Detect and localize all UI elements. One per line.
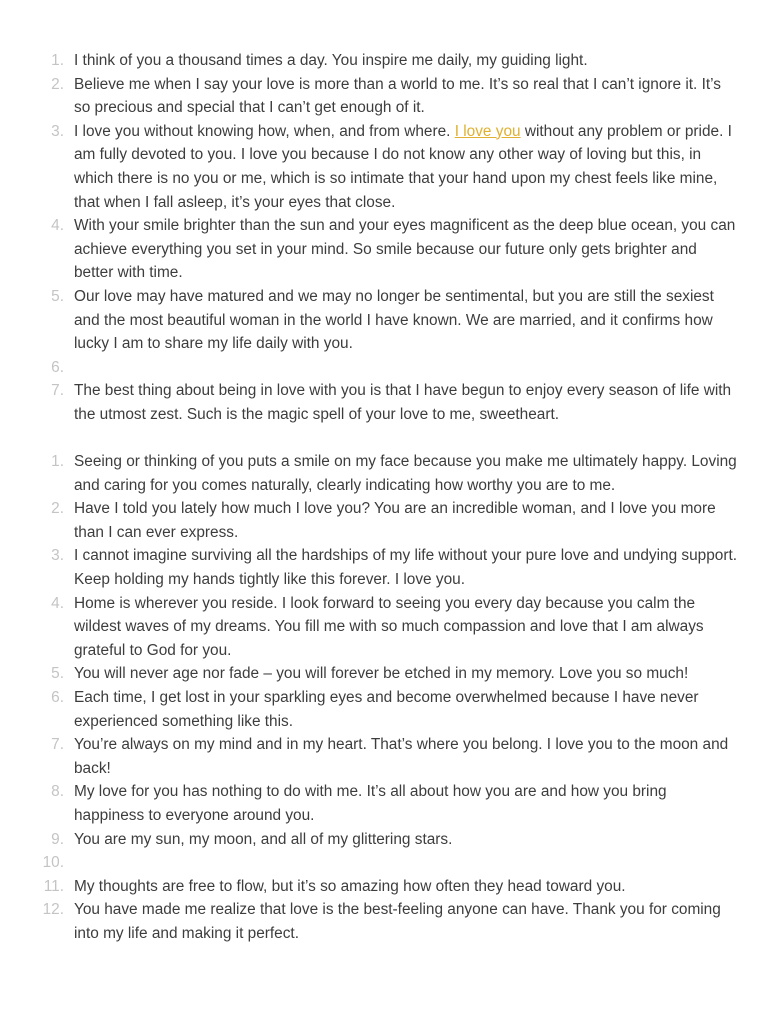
list-item — [0, 780, 768, 827]
list-number: 4. — [51, 594, 64, 612]
list-item — [0, 686, 768, 733]
list-item-text: Seeing or thinking of you puts a smile on my face because you make me ultimately happy. Loving and caring for you comes naturally, clearly indicating how worthy you are to me. — [74, 453, 737, 494]
list-number: 6. — [51, 689, 64, 707]
quote-list-second — [0, 450, 768, 945]
list-item — [0, 875, 768, 899]
list-item — [0, 662, 768, 686]
list-item — [0, 73, 768, 120]
list-number: 6. — [51, 358, 64, 376]
list-number: 2. — [51, 75, 64, 93]
list-item — [0, 592, 768, 663]
list-item-text: The best thing about being in love with you is that I have begun to enjoy every season of life with the utmost zest. Such is the magic spell of your love to me, sweetheart. — [74, 382, 732, 423]
list-number: 7. — [51, 382, 64, 400]
list-item — [0, 497, 768, 544]
list-number: 2. — [51, 500, 64, 518]
list-number: 5. — [51, 665, 64, 683]
list-number: 12. — [42, 901, 64, 919]
list-item-text: You will never age nor fade – you will forever be etched in my memory. Love you so much! — [74, 665, 689, 683]
i-love-you-link[interactable]: I love you — [454, 122, 521, 140]
list-item-text: Our love may have matured and we may no longer be sentimental, but you are still the sexiest and the most beautiful woman in the world I have known. We are married, and it confirms how lucky I am to share my life daily with you. — [74, 287, 714, 353]
list-item-text: Have I told you lately how much I love you? You are an incredible woman, and I love you more than I can ever express. — [74, 500, 716, 541]
text-after-link: without any problem or pride. I am fully devoted to you. I love you because I do not know any other way of loving but this, in which there is no you or me, which is so intimate that your hand upon my chest feels like mine, that when I fall asleep, it’s your eyes that close. — [74, 122, 732, 211]
list-number: 8. — [51, 783, 64, 801]
list-item-text: Believe me when I say your love is more than a world to me. It’s so real that I can’t ignore it. It’s so precious and special that I can’t get enough of it. — [74, 75, 721, 117]
list-item — [0, 733, 768, 780]
list-item-text: I cannot imagine surviving all the hardships of my life without your pure love and undying support. Keep holding my hands tightly like this forever. I love you. — [74, 547, 738, 589]
list-item-text: Each time, I get lost in your sparkling eyes and become overwhelmed because I have never experienced something like this. — [74, 689, 699, 730]
list-item — [0, 544, 768, 591]
list-item-text: With your smile brighter than the sun and your eyes magnificent as the deep blue ocean, you can achieve everything you set in your mind. So smile because our future only gets brighter and better with time. — [74, 217, 736, 282]
list-number: 11. — [43, 877, 64, 895]
list-item — [0, 214, 768, 285]
list-item — [0, 379, 768, 426]
list-number: 3. — [51, 547, 64, 565]
quote-list-first — [0, 49, 768, 427]
list-item-text: My love for you has nothing to do with me. It’s all about how you are and how you bring happiness to everyone around you. — [74, 783, 667, 824]
list-item — [0, 285, 768, 356]
list-number: 1. — [51, 453, 64, 471]
list-item-text: You’re always on my mind and in my heart. That’s where you belong. I love you to the moon and back! — [74, 736, 729, 777]
list-item — [0, 898, 768, 945]
list-item-text — [74, 123, 732, 211]
list-item — [0, 828, 768, 852]
list-number: 7. — [51, 736, 64, 754]
list-item — [0, 120, 768, 214]
list-item-empty — [0, 356, 768, 380]
text-before-link: I love you without knowing how, when, and from where. — [74, 122, 455, 140]
list-item-text: I think of you a thousand times a day. You inspire me daily, my guiding light. — [74, 52, 588, 69]
list-item — [0, 49, 768, 73]
list-number: 3. — [51, 122, 64, 140]
list-item-empty — [0, 851, 768, 875]
list-item-text: You have made me realize that love is the best-feeling anyone can have. Thank you for coming into my life and making it perfect. — [74, 901, 721, 942]
list-item-text: You are my sun, my moon, and all of my glittering stars. — [74, 830, 453, 848]
list-number: 5. — [51, 287, 64, 305]
list-number: 10. — [42, 854, 64, 872]
list-item — [0, 450, 768, 497]
list-number: 9. — [51, 830, 64, 848]
list-spacer — [0, 427, 768, 451]
list-number: 1. — [51, 52, 64, 69]
list-item-text: Home is wherever you reside. I look forward to seeing you every day because you calm the wildest waves of my dreams. You fill me with so much compassion and love that I am always grateful to God for you. — [74, 594, 704, 659]
list-number: 4. — [51, 217, 64, 235]
list-item-text: My thoughts are free to flow, but it’s so amazing how often they head toward you. — [74, 877, 626, 895]
